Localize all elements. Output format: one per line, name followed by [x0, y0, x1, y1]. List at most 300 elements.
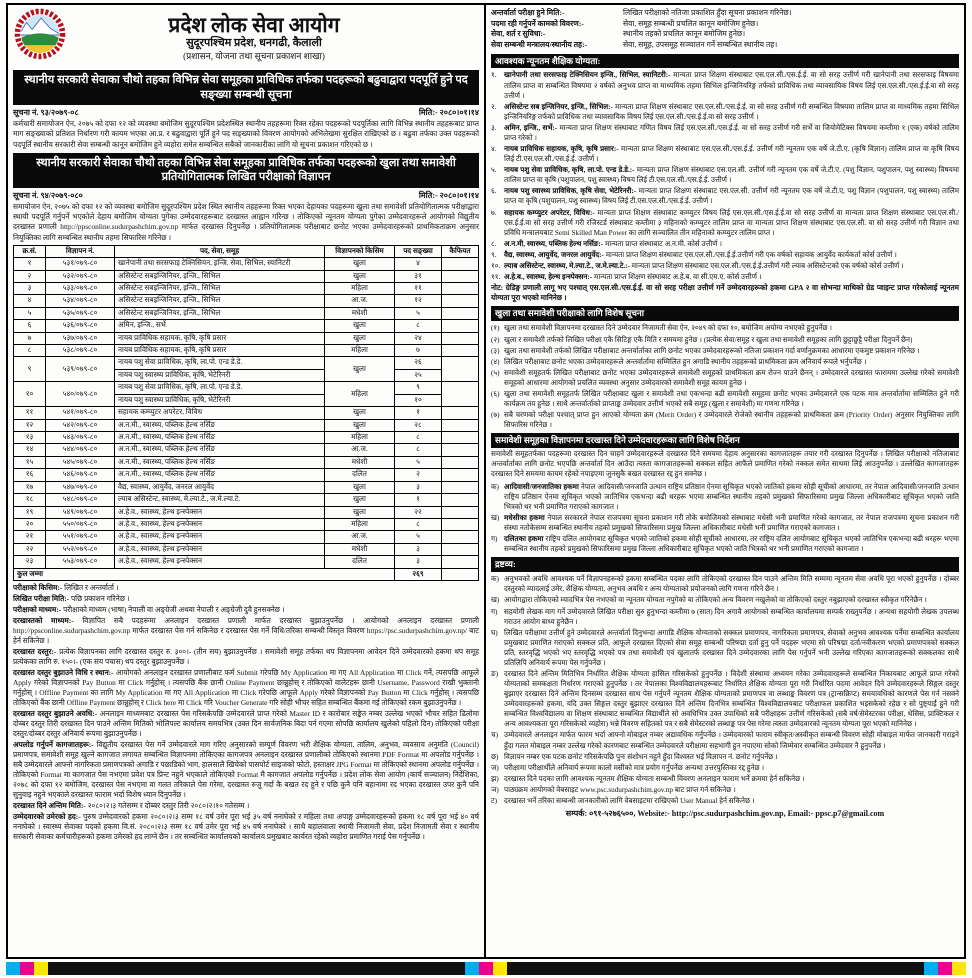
item-desc: नेपाल सरकारले नेपाल राजपत्रमा सूचना प्रकाशन गरी तोके बमोजिमको संस्थाबाट मधेसी भनी प्रमाणित गरेको कागजात, तर नेपाल राजपत्रमा सूचना प्रकाशन गरी संस्था नतोकेसम्म सम्बन्धित स्थानीय तहको प्रमुखको सिफारिसमा प्रमुख जिल्ला अधिकारीबाट मधेसी भनी प्रमाणित गराएको कागजात । — [504, 514, 959, 533]
exam-detail-value: अनलाइन माध्यमबाट दरखास्त पेस गरिसकेपछि उम्मेदवारले प्राप्त गरेको Master ID र कारोबार सङ्केत नम्बर उल्लेख भएको भौचर सहित ढिलोमा दोब्बर दस्तुर तिरी दरखास्त दिन पाउने अन्तिम मितिको भोलिपल्ट कार्यालय समयभित्र (उक्त दिन सार्वजनिक बिदा पर्न गएमा सोपछि कार्यालय खुलेको पहिलो दिन) तोकिएको परीक्षा दस्तुर/दोब्बर दस्तुर अनिवार्य रूपमा बुझाउनुपर्नेछ । — [13, 708, 479, 738]
yellow-mark — [952, 962, 966, 975]
notice2-meta — [13, 190, 479, 201]
table-cell: ५ — [395, 531, 442, 543]
table-row — [14, 481, 479, 493]
table-row — [14, 270, 479, 282]
item-title: आदिवासी/जनजातिका हकमा — [504, 482, 579, 491]
notice2-date: मिति:- २०८०।०१।१४ — [418, 191, 479, 201]
table-cell: ५५३/०७९-८० — [46, 556, 115, 568]
remark-item — [491, 595, 959, 605]
table-cell: ५३८/०७९-८० — [46, 345, 115, 357]
black-bar — [48, 962, 465, 975]
table-cell: १२ — [395, 295, 442, 307]
table-row — [14, 432, 479, 444]
table-cell: आ.ज. — [325, 295, 395, 307]
table-cell: अ.न.मी., स्वास्थ्य, पब्लिक हेल्थ नर्सिङ — [115, 444, 325, 456]
table-cell — [442, 432, 479, 444]
table-cell — [442, 543, 479, 555]
exam-detail-label: परीक्षाको माध्यम:- — [13, 605, 62, 615]
notice2-number: सूचना नं. ९४/२०७९-०८० — [13, 191, 83, 201]
item-title: सहायक कम्प्युटर अपरेटर, विविध:- — [504, 208, 595, 217]
table-cell: अ.हे.व., स्वास्थ्य, हेल्थ इन्स्पेक्सन — [115, 531, 325, 543]
table-row — [14, 407, 479, 419]
item-text: अनुभवको अवधि आवश्यक पर्ने विज्ञापनहरूको हकमा सम्बन्धित पदका लागि तोकिएको दरखास्त दिन पाउने अन्तिम मिति सम्ममा न्यूनतम सेवा अवधि पूरा भएको हुनुपर्नेछ । दोब्बर दस्तुरको म्यादलाई उमेर, शैक्षिक योग्यता, अनुभव अवधि र अन्य योग्यताको प्रयोजनको लागि गणना गरिने छैन । — [504, 575, 959, 594]
info-label: सेवा सम्बन्धी मन्त्रालय/स्थानीय तह:- — [491, 39, 588, 49]
item-text: विज्ञापन नम्बर एक पटक छनोट गरिसकेपछि पुनः संशोधन नहुने हुँदा विश्वस्त भई विज्ञापन नं. छनोट गर्नुपर्नेछ । — [504, 752, 778, 761]
exam-detail-value: परीक्षाको माध्यम (भाषा) नेपाली वा अङ्ग्रेजी अथवा नेपाली र अङ्ग्रेजी दुवै हुनसक्नेछ । — [63, 605, 285, 615]
item-desc: मान्यता प्राप्त शिक्षण संस्थाबाट एस.एल.सी./एस.ई.ई. वा सो सरह उत्तीर्ण गरी खानेपानी तथा सरसफाइ विषयमा तालिम प्राप्त वा सम्बन्धित विषयमा २ वर्षको अनुभव प्राप्त वा माध्यमिक तहमा सिभिल इन्जिनियरिङ्ग तर्फको प्राविधिक तथा व्यावसायिक विषय लिई एस.एल.सी./एस.ई.ई.वा सो सरह उत्तीर्ण । — [504, 71, 960, 100]
item-number: १०. — [491, 261, 501, 270]
qualification-item — [491, 123, 959, 143]
table-cell — [442, 444, 479, 456]
table-header-row — [14, 245, 479, 257]
item-number: ट) — [491, 796, 498, 805]
table-cell: सहायक कम्प्युटर अपरेटर, विविध — [115, 407, 325, 419]
table-cell: अ.न.मी., स्वास्थ्य, पब्लिक हेल्थ नर्सिङ — [115, 432, 325, 444]
item-title: असिस्टेन्ट सब इन्जिनियर, इन्जि., सिभिल:- — [504, 102, 613, 111]
table-cell: २६९ — [395, 568, 442, 580]
item-text: खुला र समावेशी तर्फको लिखित परीक्षा एकै सिटिङ्ग एकै मिति र समयमा हुनेछ । (प्रत्येक सेवा/समूह र खुला तथा समावेशी समूहका लागि छुट्टाछुट्टै परीक्षा दिनुपर्ने छैन) — [504, 335, 913, 344]
qualification-item — [491, 208, 959, 238]
table-cell: ५४४/०७९-८० — [46, 444, 115, 456]
table-cell — [442, 307, 479, 319]
item-text — [504, 165, 959, 185]
table-cell: ५५०/०७९-८० — [46, 518, 115, 530]
exam-detail-row — [13, 647, 479, 667]
table-cell: ११ — [395, 282, 442, 294]
table-cell: ७ — [395, 345, 442, 357]
table-cell: २४ — [395, 332, 442, 344]
table-cell: १२ — [14, 419, 46, 431]
item-number: ग) — [491, 535, 498, 544]
table-cell — [442, 506, 479, 518]
item-number: (५) — [491, 368, 500, 377]
table-cell: ३ — [395, 543, 442, 555]
item-number: छ) — [491, 752, 499, 761]
table-cell: नायब प्राविधिक सहायक, कृषि, कृषि प्रसार — [115, 345, 325, 357]
qualification-item — [491, 70, 959, 100]
item-number: (४) — [491, 357, 500, 366]
table-cell — [442, 282, 479, 294]
table-cell: ५३६/०७९-८० — [46, 320, 115, 332]
left-column — [8, 5, 486, 957]
table-cell: नायब पशु सेवा प्राविधिक, कृषि, ला.पो. एन्ड डे.डे. — [115, 382, 325, 394]
exam-detail-label: लिखित परीक्षा मिति:- — [13, 594, 70, 604]
table-cell: २१ — [14, 531, 46, 543]
table-cell: ५३४/०७९-८० — [46, 295, 115, 307]
exam-detail-value: पुरुष उम्मेदवारको हकमा २०८०।२।३ सम्म १८ वर्ष उमेर पूरा भई ३५ वर्ष ननाघेको र महिला तथा अपाङ्ग उम्मेदवारहरूको हकमा १८ वर्ष पूरा भई ४० वर्ष ननाघेको । स्वास्थ्य सेवाका पदको हकमा वि.सं. २०८०।२।३ सम्म १८ वर्ष उमेर पूरा भई ४५ वर्ष ननाघेको । साथै बहालवाला स्थायी निजामती सेवा, प्रदेश निजामती सेवा र स्थानीय सरकारी सेवाका कर्मचारीहरूको हकमा उमेरको हद लाग्ने छैन । तर सम्बन्धित कार्यालयको कार्यालय प्रमुखबाट कार्यरत रहेको व्यहोरा प्रमाणित गराई पेस गर्नुपर्नेछ । — [13, 811, 479, 841]
info-label: सेवा, शर्त र सुविधा:- — [491, 29, 546, 39]
remark-item — [491, 574, 959, 594]
table-cell: दलित — [325, 556, 395, 568]
col-remark: कैफियत — [442, 245, 479, 257]
table-row — [14, 543, 479, 555]
notice2-banner: स्थानीय सरकारी सेवाका चौथो तहका विभिन्न सेवा समूहका प्राविधिक तर्फका पदहरूको खुला तथा समावेशी प्रतियोगितात्मक लिखित परीक्षाको विज्ञापन — [13, 153, 479, 188]
inclusive-intro: समावेशी समूहतर्फका पदहरूमा दरखास्त दिन चाहने उम्मेदवारहरूले दरखास्त दिने समयमा देहाय अनुसारका कागजातहरू तयार गरी दरखास्त दिनुपर्नेछ । लिखित परीक्षाको नतिजाबाट अन्तर्वार्ताका लागि छनोट भएपछि अन्तर्वार्ता दिन आउँदा त्यस्ता कागजातहरूको सक्कल सहित आफैंले प्रमाणित गरेको नक्कल समेत साथमा लिई आउनुपर्नेछ । उल्लेखित कागजातहरू दरखास्त दिने समयमा कायम रहेको नपाइएमा जुनसुकै बखत दरखास्त रद्द हुन सक्नेछ । — [491, 450, 959, 478]
table-cell: ३ — [14, 282, 46, 294]
item-title: नायब प्राविधिक सहायक, कृषि, कृषि प्रसार:- — [504, 145, 619, 154]
exam-detail-row — [13, 605, 479, 615]
table-cell: आ.ज. — [325, 444, 395, 456]
col-post: पद, सेवा, समूह — [115, 245, 325, 257]
item-number: ञ) — [491, 785, 499, 794]
cyan-mark — [465, 962, 479, 975]
item-text: खुला तथा समावेशी विज्ञापनमा दरखास्त दिने उम्मेदवार निजामती सेवा ऐन, २०४९ को दफा १०, बमोजिम अयोग्य नभएको हुनुपर्नेछ । — [504, 324, 832, 333]
item-desc: मान्यता प्राप्त शिक्षण संस्थाबाट अ.हे.ब. वा सी.एम.ए. कोर्स उत्तीर्ण । — [594, 272, 762, 281]
item-number: (३) — [491, 346, 500, 355]
table-cell: महिला — [325, 518, 395, 530]
table-total-row — [14, 568, 479, 580]
table-cell: ५४९/०७९-८० — [46, 506, 115, 518]
table-row — [14, 382, 479, 394]
table-cell: १ — [395, 407, 442, 419]
table-cell — [442, 456, 479, 468]
special-notice-item — [491, 410, 959, 430]
table-cell: ५४२/०७९-८० — [46, 419, 115, 431]
table-cell — [442, 556, 479, 568]
table-cell: २२ — [395, 506, 442, 518]
special-notice-item — [491, 357, 959, 367]
table-cell: वैद्य, स्वास्थ्य, आयुर्वेद, जनरल आयुर्वेद — [115, 481, 325, 493]
remark-item — [491, 785, 959, 795]
item-text — [504, 144, 959, 164]
table-cell: ३ — [395, 556, 442, 568]
info-row — [491, 8, 959, 19]
item-text — [504, 186, 959, 206]
item-number: क) — [491, 575, 499, 584]
table-row — [14, 469, 479, 481]
table-cell: ८ — [395, 518, 442, 530]
table-cell — [442, 481, 479, 493]
org-branch: (प्रशासन, योजना तथा सूचना प्रकाशन शाखा) — [183, 50, 325, 61]
special-notice-item — [491, 335, 959, 345]
table-row — [14, 494, 479, 506]
exam-details — [13, 583, 479, 842]
table-cell: खुला — [325, 258, 395, 270]
special-notice-item — [491, 389, 959, 409]
table-cell: २६ — [395, 357, 442, 369]
special-notice-item — [491, 323, 959, 333]
item-title: अ.न.मी, स्वास्थ्य, पब्लिक हेल्थ नर्सिङ:- — [504, 239, 604, 248]
table-cell: ६ — [14, 320, 46, 332]
item-text: समावेशी समूहतर्फ लिखित परीक्षाबाट छनोट भएका उम्मेदवारहरूले समावेशी समूहको प्राथमिकता क्रम रोज्न पाउने छैनन् । उम्मेदवारले दरखास्त फाराममा उल्लेख गरेको समावेशी समूहको आधारमा आयोगको प्रचलित व्यवस्था अनुसार उम्मेदवारको समावेशी समूह कायम हुनेछ । — [504, 368, 959, 387]
table-cell: खुला — [325, 270, 395, 282]
info-row — [491, 40, 959, 51]
info-value: सेवा, समूह, उपसमूह सञ्चालन गर्ने सम्बन्धित स्थानीय तह। — [623, 39, 778, 49]
qualifications-banner: आवश्यक न्यूनतम शैक्षिक योग्यता: — [491, 54, 959, 69]
table-cell: ३ — [395, 481, 442, 493]
exam-detail-row — [13, 801, 479, 811]
top-right-info — [491, 8, 959, 51]
table-cell: महिला — [325, 345, 395, 357]
table-cell: नायब प्राविधिक सहायक, कृषि, कृषि प्रसार — [115, 332, 325, 344]
item-text — [504, 70, 959, 100]
item-title: खानेपानी तथा सरसफाइ टेक्निसियन इन्जि., सिभिल, स्यानिटरी:- — [504, 71, 671, 80]
item-desc: मान्यता प्राप्त शिक्षण संस्थाबाट एस.एल.सी. उत्तीर्ण गरी न्यूनतम एक वर्षे जे.टी.ए, पशु विज्ञान (पशुपालन, पशु स्वास्थ्य) तालिम प्राप्त वा कृषि (पशुपालन, पशु स्वास्थ्य) विषय लिई टी.एस.एल.सी./एस.ई.ई. उत्तीर्ण । — [504, 187, 959, 206]
table-cell: ५४६/०७९-८० — [46, 469, 115, 481]
table-cell: ५३२/०७९-८० — [46, 270, 115, 282]
item-number: ग) — [491, 607, 498, 616]
item-text — [504, 513, 959, 533]
table-cell — [442, 518, 479, 530]
org-title: प्रदेश लोक सेवा आयोग — [168, 12, 340, 37]
table-cell — [442, 357, 479, 382]
item-text — [504, 123, 959, 143]
table-cell: महिला — [325, 382, 395, 407]
table-cell: ५३९/०७९-८० — [46, 357, 115, 382]
item-text: उम्मेदवारले अनलाइन मार्फत फारम भर्दा आफ्नो मोबाइल नम्बर अद्यावधिक गर्नुपर्नेछ । उम्मेदवारको फाराम स्वीकृत/अस्वीकृत सम्बन्धी विवरण सोही मोबाइल मार्फत जानकारी गराइने हुँदा गलत मोबाइल नम्बर उल्लेख गरेको कारणबाट सम्बन्धित उम्मेदवारले परीक्षामा सहभागी हुन नपाएमा सोको जिम्मेवार सम्बन्धित उम्मेदवार नै हुनुपर्नेछ । — [504, 731, 959, 750]
special-notice-list — [491, 323, 959, 430]
item-number: ७. — [491, 208, 497, 217]
exam-detail-label: दरखास्त दस्तुर:- — [13, 646, 57, 656]
item-title: नायब पशु स्वास्थ्य प्राविधिक, कृषि सेवा, भेटेरिनरी:- — [504, 187, 637, 196]
exam-detail-value: २०८०।२।३ गतेसम्म र दोब्बर दस्तुर तिरी २०८०।२।१० गतेसम्म । — [87, 800, 250, 810]
exam-detail-label: दरखास्त दिने अन्तिम मिति:- — [13, 800, 86, 810]
yellow-mark — [493, 962, 507, 975]
table-cell: २२ — [14, 543, 46, 555]
item-desc: मान्यता प्राप्त संस्थाबाट अ.न.मी. कोर्स उत्तीर्ण । — [604, 239, 722, 248]
table-cell: मधेशी — [325, 456, 395, 468]
table-cell: ५४३/०७९-८० — [46, 432, 115, 444]
item-text — [504, 261, 959, 271]
item-text — [504, 482, 959, 512]
table-cell: २ — [395, 469, 442, 481]
contact-line: सम्पर्क: ०९१-५२७६५००, Website:- http://psc.sudurpashchim.gov.np, Email:- ppsc.p7@gmail.com — [565, 809, 885, 819]
item-number: क) — [491, 482, 499, 491]
item-number: ५. — [491, 166, 497, 175]
yellow-mark — [34, 962, 48, 975]
info-row — [491, 29, 959, 40]
table-cell: ५३३/०७९-८० — [46, 282, 115, 294]
table-cell: मधेशी — [325, 543, 395, 555]
table-cell — [442, 270, 479, 282]
item-number: (६) — [491, 389, 500, 398]
item-text: परीक्षामा परीक्षार्थीले अनिवार्य रूपमा कालो मसीको मात्र प्रयोग गर्नुपर्नेछ अन्यथा उत्तरपुस्तिका रद्द हुनेछ । — [504, 763, 765, 772]
item-text: सहयोगी लेखक माग गर्ने उम्मेदवारले लिखित परीक्षा सुरु हुनुभन्दा कम्तीमा ७ (सात) दिन अगावै आयोगको सम्बन्धित कार्यालयमा सम्पर्क राख्नुपर्नेछ । अन्यथा सहयोगी लेखक उपलब्ध गराउन आयोग बाध्य हुनेछैन । — [504, 607, 959, 626]
table-cell: ५४०/०७९-८० — [46, 382, 115, 407]
table-cell: अमिन, इन्जि., सर्भे — [115, 320, 325, 332]
remark-item — [491, 628, 959, 668]
item-number: च) — [491, 731, 498, 740]
table-cell: २ — [14, 270, 46, 282]
table-row — [14, 357, 479, 369]
item-number: ज) — [491, 763, 499, 772]
remark-item — [491, 763, 959, 773]
table-cell: १७ — [14, 481, 46, 493]
info-value: सेवा, समूह सम्बन्धी प्रचलित कानून बमोजिम हुनेछ। — [623, 18, 759, 28]
table-cell: नायब पशु स्वास्थ्य प्राविधिक, कृषि, भेटेरिनरी — [115, 394, 325, 406]
table-cell: ५३५/०७९-८० — [46, 307, 115, 319]
masthead — [13, 8, 479, 67]
item-text — [504, 250, 959, 260]
emblem-icon — [13, 8, 67, 62]
table-cell: खुला — [325, 481, 395, 493]
table-cell: दलित — [325, 469, 395, 481]
table-cell: असिस्टेन्ट सबइन्जिनियर, इन्जि., सिभिल — [115, 307, 325, 319]
table-cell: ५४१/०७९-८० — [46, 407, 115, 419]
item-number: (२) — [491, 335, 500, 344]
inclusive-item — [491, 513, 959, 533]
exam-detail-label: अपलोड गर्नुपर्ने कागजातहरू:- — [13, 739, 94, 749]
table-row — [14, 307, 479, 319]
cyan-mark — [6, 962, 20, 975]
item-number: ख) — [491, 596, 500, 605]
exam-detail-value: प्रत्येक विज्ञापनका लागि दरखास्त दस्तुर रु. ३००।- (तीन सय) बुझाउनुपर्नेछ । समावेशी समूह तर्फका थप विज्ञापनमा आवेदन दिने उम्मेदवारको हकमा थप समूह प्रत्येकका लागि रु. १५०।- (एक सय पचास) थप दस्तुर बुझाउनुपर्नेछ । — [13, 646, 479, 666]
table-cell: २३ — [14, 556, 46, 568]
right-column — [486, 5, 964, 957]
table-cell — [442, 382, 479, 407]
info-label: पदमा रही गर्नुपर्ने कामको विवरण:- — [491, 18, 584, 28]
table-row — [14, 506, 479, 518]
exam-detail-label: उम्मेदवारको उमेरको हद:- — [13, 811, 81, 821]
col-count: पद सङ्ख्या — [395, 245, 442, 257]
table-cell: खुला — [325, 494, 395, 506]
exam-detail-row — [13, 616, 479, 646]
qualifications-list — [491, 70, 959, 282]
exam-detail-value: आयोगको अनलाइन दरखास्त प्रणालीबाट फर्म Submit गरेपछि My Application मा गए All Application मा Click गर्ने, त्यसपछि आफूले Apply गरेको विज्ञापनको Pay Button मा Click गर्नुहोस् । त्यसपछि बैंक छानी Online Payment छान्नुहोस् र तोकिएको वालेटहरू छानी Username, Password राखी भुक्तानी गर्नुहोस् । Offline Payment का लागि My Application मा गए All Application मा Click गरेपछि आफूले Apply गरेको विज्ञापनको Pay Button मा Click गर्नुहोस् । त्यसपछि तोकिएको बैंक छानी Offline Payment छान्नुहोस् र Click here मा Click गरि Voucher Generate गरि सोही भौचर सहित सम्बन्धित बैंकमा गई तोकिएको रकम बुझाउनुपर्नेछ । — [13, 667, 479, 707]
item-number: ८. — [491, 239, 497, 248]
item-text — [504, 239, 959, 249]
table-cell: नायब पशु सेवा प्राविधिक, कृषि, ला.पो. एन्ड डे.डे. — [115, 357, 325, 369]
table-row — [14, 518, 479, 530]
item-text: सबै चरणको परीक्षा पश्चात् प्राप्त हुन आएको योग्यता क्रम (Merit Order) र उम्मेदवारले रोजेको स्थानीय तहहरूको प्राथमिकता क्रम (Priority Order) अनुसार नियुक्तिका लागि सिफारिस गरिनेछ । — [504, 411, 959, 430]
table-cell — [442, 407, 479, 419]
exam-detail-value: विद्युतीय दरखास्त पेस गर्ने उम्मेदवारले माग गरिए अनुसारको सम्पूर्ण विवरण भरी शैक्षिक योग्यता, तालिम, अनुभव, व्यवसाय अनुमति (Council) प्रमाणपत्र, समावेशी समूह खुल्ने कागजात लगायत सम्बन्धित विज्ञापनमा तोकिएका कागजपत्र अनलाइन दरखास्त प्रणालीको तोकिएको स्थानमा PDF Format मा अपलोड गर्नुपर्नेछ । सबै उम्मेदवारले आफ्नो नागरिकता प्रमाणपत्रको अगाडि र पछाडिको भाग, हालसालै खिचेको पासपोर्ट साइजको फोटो, हस्ताक्षर JPG Format मा तोकिएको स्थानमा अपलोड गर्नुपर्नेछ । तोकिएको Format मा कागजात पेस नभएमा प्रवेश पत्र प्रिन्ट नहुने भएकाले तोकिएको Format मै कागजात अपलोड गर्नुपर्नेछ । प्रदेश लोक सेवा आयोग (कार्य सञ्चालन) निर्देशिका, २०७८ को दफा १२ बमोजिम, दरखास्त पेस नभएमा वा गलत तरिकाले पेस गरेमा, दरखास्त रुजु गर्दा कै बखत रद हुने र पछि कुनै पनि बहानामा रद भएका दरखास्त उपर कुनै पनि सुनुवाइ नहुने भएकाले दरखास्त फाराम भर्दा विशेष ध्यान दिनुपर्नेछ । — [13, 739, 479, 799]
table-cell: अ.हे.व., स्वास्थ्य, हेल्थ इन्स्पेक्सन — [115, 518, 325, 530]
exam-detail-label: दरखास्त दस्तुर बुझाउने अवधि:- — [13, 708, 98, 718]
table-cell: २० — [14, 518, 46, 530]
table-cell: अ.हे.व., स्वास्थ्य, हेल्थ इन्स्पेक्सन — [115, 506, 325, 518]
item-text: खुला तथा समावेशी तर्फको लिखित परीक्षाबाट अन्तर्वार्ताका लागि छनोट भएका उम्मेदवारहरूको नतिजा प्रकाशन गर्दा वर्णानुक्रमका आधारमा एकमुष्ट प्रकाशन गरिनेछ । — [504, 346, 920, 355]
info-row — [491, 19, 959, 30]
table-cell: अ.हे.व., स्वास्थ्य, हेल्थ इन्स्पेक्सन — [115, 556, 325, 568]
table-cell: अ.हे.व., स्वास्थ्य, हेल्थ इन्स्पेक्सन — [115, 543, 325, 555]
table-row — [14, 419, 479, 431]
remark-item — [491, 796, 959, 806]
table-cell: खुला — [325, 407, 395, 419]
item-title: नायब पशु सेवा प्राविधिक, कृषि, ला.पो. एन्ड डे.डे.:- — [504, 166, 635, 175]
notice1-date: मिति:- २०८०।०१।१४ — [418, 108, 479, 118]
table-cell — [442, 258, 479, 270]
table-cell: ५३७/०७९-८० — [46, 332, 115, 344]
item-desc: मान्यता प्राप्त शिक्षण संस्थाबाट कम्प्युटर विषय लिई एस.एल.सी./एस.ई.ई.वा सो सरह उत्तीर्ण वा मान्यता प्राप्त शिक्षण संस्थाबाट एस.एल.सी./एस.ई.ई.वा सो सरह उत्तीर्ण गरी रजिस्टर्ड संस्थाबाट कम्तीमा ३ महिनाको कम्प्युटर तालिम प्राप्त वा मान्यता प्राप्त शिक्षण संस्थाबाट एस.एल.सी. वा सो सरह उत्तीर्ण गरी विज्ञान तथा प्रविधि मन्त्रालयबाट Semi Skilled Man Power का लागि सञ्चालित तीन महिनाको कम्प्युटर तालिम प्राप्त । — [504, 208, 960, 237]
item-text: दरखास्त भर्ने तरिका सम्बन्धी जानकारीको लागि वेबसाइटमा राखिएको User Manual हेर्न सकिनेछ । — [504, 796, 755, 805]
table-cell: १ — [395, 494, 442, 506]
table-row — [14, 282, 479, 294]
item-title: मधेसीका हकमा — [504, 514, 545, 523]
table-cell — [442, 494, 479, 506]
remark-item — [491, 669, 959, 729]
table-cell: १६ — [14, 469, 46, 481]
table-row — [14, 295, 479, 307]
exam-detail-row — [13, 594, 479, 604]
info-label: अन्तर्वार्ता परीक्षा हुने मिति:- — [491, 8, 565, 17]
table-cell: ४ — [14, 295, 46, 307]
item-desc: मान्यता प्राप्त शिक्षण संस्थाबाट एस.एल.सी./एस.ई.ई. उत्तीर्ण गरी न्यूनतम एक वर्षे जे.टी.ए. (कृषि विज्ञान) तालिम प्राप्त वा कृषि विषय लिई टी.एस.एल.सी./एस.ई.ई. उत्तीर्ण । — [504, 145, 959, 164]
item-number: १. — [491, 71, 497, 80]
inclusive-item — [491, 482, 959, 512]
exam-detail-value: लिखित र अन्तर्वार्ता । — [64, 583, 119, 593]
table-cell: ३१ — [395, 270, 442, 282]
table-row — [14, 556, 479, 568]
info-value: लिखित परीक्षाको नतिजा प्रकाशित हुँदा सूचना प्रकाशन गरिनेछ। — [623, 8, 792, 17]
item-text: पाठ्यक्रम आयोगको वेबसाइट www.psc.sudurpashchim.gov.np बाट प्राप्त गर्न सकिनेछ । — [504, 785, 736, 794]
col-type: विज्ञापनको किसिम — [325, 245, 395, 257]
qualification-item — [491, 165, 959, 185]
item-text: दरखास्त दिने अन्तिम मितिभित्र निर्धारित शैक्षिक योग्यता हासिल गरिसकेको हुनुपर्नेछ । विदेशी संस्थामा अध्ययन गरेका उम्मेदवारहरूले सम्बन्धित निकायबाट आफूले प्राप्त गरेको योग्यताको समकक्षता निर्धारण गराएको हुनुपर्नेछ । तर नेपालका विश्वविद्यालयहरूबाट निर्धारित शैक्षिक योग्यता पूरा गरी निर्धारित पदमा आवेदन दिने उम्मेदवारहरूले सिङ्गल दस्तुर बुझाएर दरखास्त दिने अन्तिम दिनसम्म दरखास्त साथ पेस गर्नुपर्ने न्यूनतम शैक्षिक योग्यताको प्रमाणपत्र वा लब्धाङ्क विवरण पत्र (ट्रान्सक्रिप्ट) समयावधिको कारणले पेस गर्न नसक्ने उम्मेदवारहरूको हकमा, यदि उक्त सिङ्गल दस्तुर बुझाएर दरखास्त दिने अन्तिम दिनभित्र सम्बन्धित विश्वविद्यालयबाट परीक्षाफल प्रकाशित भइसकेको रहेछ र सो पुष्ट्याईं हुने गरी सम्बन्धित विश्वविद्यालय वा शिक्षण संस्थाबाट सम्बन्धित विद्यार्थीले सो अवधिभित्र उक्त उपाधिको सबै परीक्षाहरू उत्तीर्ण गरिसकेको (सबै वर्ष/सेमेस्टरका परीक्षा, थेसिस, प्राक्टिकल र अन्य आवश्यकता पूरा गरिसकेको व्यहोरा) भन्ने विवरण सहितको पत्र र सबै सेमेस्टरको लब्धाङ्क पत्र पेस गरेमा त्यस्ता उम्मेदवारको न्यूनतम योग्यता पूरा भएको मानिनेछ । — [504, 670, 959, 729]
table-cell: १० — [14, 382, 46, 407]
table-cell: ८ — [395, 444, 442, 456]
table-cell: अ.न.मी., स्वास्थ्य, पब्लिक हेल्थ नर्सिङ — [115, 456, 325, 468]
table-cell: ४ — [395, 258, 442, 270]
item-text — [504, 102, 959, 122]
exam-detail-label: परीक्षाको किसिम:- — [13, 583, 63, 593]
item-number: झ) — [491, 774, 499, 783]
registration-strip — [6, 962, 966, 975]
exam-detail-row — [13, 740, 479, 800]
table-cell: ८ — [395, 320, 442, 332]
notice1-body: कर्मचारी समायोजन ऐन, २०७५ को दफा १२ को व्यवस्था बमोजिम सुदूरपश्चिम प्रदेशस्थित स्थानीय तहहरूमा रिक्त रहेका पदहरूको पदपूर्तिका लागि विभिन्न स्थानीय तहहरूबाट प्राप्त माग सङ्ख्याको प्रतिशत निर्धारण गरी कायम भएका आ.प्र. र बढुवाद्वारा पूर्ति हुने पद सङ्ख्याको विवरण आयोगको अभिलेखमा सुरक्षित राखिएको छ । बढुवा तर्फका उक्त पदहरूको पदपूर्ति स्थानीय सरकारी सेवा सम्बन्धी कानून बमोजिम हुने व्यहोरा समेत सम्बन्धित सबैको जानकारीका लागि यो सूचना प्रकाशन गरिएको छ । — [13, 119, 479, 149]
item-title: अ.हे.ब., स्वास्थ्य, हेल्थ इन्स्पेक्सन:- — [504, 272, 593, 281]
item-number: ४. — [491, 145, 497, 154]
qualification-item — [491, 261, 959, 271]
table-cell: ८ — [14, 345, 46, 357]
table-cell: मधेशी — [325, 307, 395, 319]
item-text — [504, 534, 959, 554]
remarks-banner: द्रष्टव्य: — [491, 557, 959, 572]
table-row — [14, 444, 479, 456]
table-cell — [442, 531, 479, 543]
qualification-item — [491, 250, 959, 260]
item-text: दरखास्त दिने पदका लागि आवश्यक न्यूनतम शैक्षिक योग्यता सम्बन्धी विवरण अनलाइन फाराम भर्ने क्रममा हेर्न सकिनेछ । — [504, 774, 805, 783]
item-number: ३. — [491, 123, 497, 132]
table-cell — [442, 320, 479, 332]
item-desc: मान्यता प्राप्त शिक्षण संस्थाबाट एस.एल.सी./एस.ई.ई. वा सो सरह उत्तीर्ण गरी सम्बन्धित विषयमा तालिम प्राप्त वा माध्यमिक तहमा सिभिल इन्जिनियरिङ्ग तर्फको प्राविधिक तथा व्यावसायिक विषय लिई एस.एल.सी./एस.ई.ई.वा सो सरह उत्तीर्ण । — [504, 102, 960, 121]
magenta-mark — [479, 962, 493, 975]
remark-item — [491, 607, 959, 627]
table-cell: १० — [395, 394, 442, 406]
table-cell: खुला — [325, 357, 395, 382]
item-number: ११. — [491, 272, 501, 281]
table-cell: २८ — [395, 419, 442, 431]
vacancy-table — [13, 245, 479, 581]
magenta-mark — [938, 962, 952, 975]
remark-item — [491, 752, 959, 762]
grading-note: नोट: ग्रेडिङ्ग प्रणाली लागू भए पश्चात् एस.एल.सी./एस.ई.ई. वा सो सरह परीक्षा उत्तीर्ण गर्ने उम्मेदवारहरूको हकमा GPA २ वा सोभन्दा माथिको ग्रेड प्वाइन्ट प्राप्त गरेकोलाई न्यूनतम योग्यता पूरा भएको मानिनेछ । — [491, 283, 959, 303]
table-row — [14, 332, 479, 344]
inclusive-banner: समावेशी समूहका विज्ञापनमा दरखास्त दिने उम्मेदवारहरूका लागि विशेष निर्देशन — [491, 433, 959, 448]
table-cell: ५ — [395, 456, 442, 468]
table-cell: १३ — [14, 432, 46, 444]
table-cell — [442, 332, 479, 344]
table-cell: खानेपानी तथा सरसफाइ टेक्निसियन, इन्जि. सेवा, सिभिल, स्यानिटरी — [115, 258, 325, 270]
exam-detail-label: दरखास्त दस्तुर बुझाउने विधि र स्थान:- — [13, 667, 114, 677]
document-frame — [6, 3, 966, 959]
black-bar — [507, 962, 924, 975]
col-sn: क्र.सं. — [14, 245, 46, 257]
item-number: ङ) — [491, 670, 498, 679]
item-desc: मान्यता प्राप्त शिक्षण संस्थाबाट एस.एल.सी./एस.ई.ई.उत्तीर्ण गरी एक वर्षको सहायक आयुर्वेद कार्यकर्ता कोर्स उत्तीर्ण । — [605, 250, 897, 259]
table-cell: ८ — [395, 432, 442, 444]
table-cell: खुला — [325, 419, 395, 431]
table-cell: आ.ज. — [325, 531, 395, 543]
table-cell: महिला — [325, 432, 395, 444]
notice2-body: समायोजन ऐन, २०७५ को दफा १२ को व्यवस्था बमोजिम सुदूरपश्चिम प्रदेश स्थित स्थानीय तहहरूमा रिक्त भएका देहायका पदहरूमा खुला तथा समावेशी प्रतियोगितात्मक परीक्षाद्वारा स्थायी पदपूर्ति गर्नुपर्ने भएकोले देहाय बमोजिम योग्यता पुगेका उम्मेदवारहरूबाट दरखास्त आह्वान गरिन्छ । तोकिएको न्यूनतम योग्यता पुगेका उम्मेदवारहरूले आयोगको विद्युतीय दरखास्त प्रणाली http://ppsconline.sudurpashchim.gov.np मार्फत दरखास्त दिनुपर्नेछ । प्रतियोगितात्मक परीक्षाबाट छनोट भएका उम्मेदवारहरूको प्राथमिकताक्रम अनुसार नियुक्तिका लागि सम्बन्धित स्थानीय तहमा सिफारिस गरिनेछ । — [13, 202, 479, 242]
item-desc: राष्ट्रिय दलित आयोगबाट सूचिकृत भएको जातिको हकमा सोही सूचीको आधारमा, तर राष्ट्रिय दलित आयोगबाट सूचिकृत भएको जातिभित्र एकभन्दा बढी थरहरू भएमा सम्बन्धित स्थानीय तहको प्रमुखको सिफारिसमा प्रमुख जिल्ला अधिकारीबाट सूचिकृत भएको जाति भित्रको थर भनी प्रमाणित गराएको कागजात । — [504, 535, 959, 554]
item-number: ९. — [491, 250, 497, 259]
table-row — [14, 456, 479, 468]
table-cell: कुल जम्मा — [14, 568, 395, 580]
